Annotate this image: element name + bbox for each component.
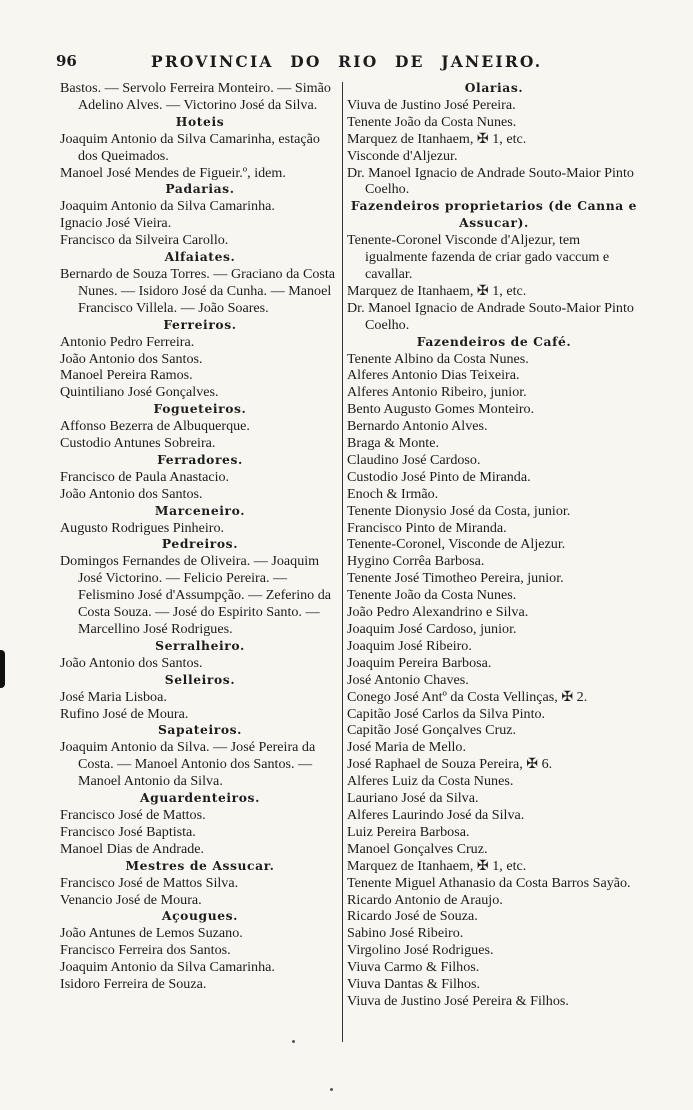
directory-entry: Manoel Pereira Ramos. [60, 367, 193, 384]
directory-entry: Manoel Gonçalves Cruz. [347, 840, 488, 857]
directory-entry: Alferes Laurindo José da Silva. [347, 806, 525, 823]
directory-entry: José Maria Lisboa. [60, 688, 167, 705]
directory-entry: Sabino José Ribeiro. [347, 925, 464, 942]
directory-entry: Alferes Antonio Ribeiro, junior. [347, 384, 527, 401]
page-header [56, 52, 626, 76]
directory-entry: Capitão José Gonçalves Cruz. [347, 722, 517, 739]
directory-entry: Francisco Pinto de Miranda. [347, 519, 507, 536]
directory-entry: Antonio Pedro Ferreira. [60, 333, 195, 350]
section-heading: Pedreiros. [161, 536, 239, 552]
section-heading: Ferradores. [157, 451, 243, 467]
directory-entry: Alferes Antonio Dias Teixeira. [347, 367, 520, 384]
directory-entry: Hygino Corrêa Barbosa. [347, 553, 485, 570]
directory-entry: Francisco José Baptista. [60, 823, 196, 840]
directory-entry: Custodio Antunes Sobreira. [60, 435, 216, 452]
section-heading: Aguardenteiros. [140, 790, 260, 806]
ink-speck [292, 1040, 295, 1043]
directory-entry: Francisco José de Mattos Silva. [60, 874, 239, 891]
directory-entry: Virgolino José Rodrigues. [347, 942, 494, 959]
right-column [347, 80, 641, 1010]
directory-entry: Joaquim Antonio da Silva Camarinha, estação dos Queimados. [60, 130, 320, 164]
section-heading: Padarias. [165, 181, 235, 197]
directory-entry: Joaquim Antonio da Silva Camarinha. [60, 959, 275, 976]
directory-entry: Braga & Monte. [347, 435, 439, 452]
section-heading: Sapateiros. [157, 722, 243, 738]
directory-entry: Joaquim Pereira Barbosa. [347, 654, 492, 671]
directory-entry: Quintiliano José Gonçalves. [60, 384, 219, 401]
directory-entry: Viuva de Justino José Pereira & Filhos. [347, 992, 569, 1009]
directory-entry: Francisco José de Mattos. [60, 806, 206, 823]
directory-entry: Joaquim José Ribeiro. [347, 637, 472, 654]
directory-entry: Domingos Fernandes de Oliveira. — Joaquim José Victorino. — Felicio Pereira. — Felismino José d'Assumpção. — Zeferino da Costa Souza. — José do Espirito Santo. — Marcellino José Rodrigues. [60, 553, 332, 637]
directory-entry: Bento Augusto Gomes Monteiro. [347, 401, 535, 418]
directory-entry: Ricardo Antonio de Araujo. [347, 891, 503, 908]
section-heading: Marceneiro. [154, 502, 246, 518]
section-heading: Mestres de Assucar. [125, 857, 275, 873]
directory-entry: João Antonio dos Santos. [60, 485, 203, 502]
section-heading: Hoteis [175, 113, 225, 129]
directory-entry: Tenente-Coronel Visconde d'Aljezur, tem igualmente fazenda de criar gado vaccum e cavallar. [347, 232, 610, 282]
directory-entry: Tenente José Timotheo Pereira, junior. [347, 570, 564, 587]
directory-entry: Bernardo Antonio Alves. [347, 418, 488, 435]
directory-entry: Alferes Luiz da Costa Nunes. [347, 773, 514, 790]
ink-speck [330, 1088, 333, 1091]
directory-entry: Francisco de Paula Anastacio. [60, 468, 230, 485]
section-heading: Fazendeiros proprietarios (de Canna e Assucar). [350, 198, 638, 231]
directory-entry: Francisco Ferreira dos Santos. [60, 942, 231, 959]
directory-entry: Claudino José Cardoso. [347, 451, 481, 468]
section-heading: Fogueteiros. [153, 401, 247, 417]
directory-entry: Joaquim Antonio da Silva. — José Pereira da Costa. — Manoel Antonio dos Santos. — Manoel Antonio da Silva. [60, 739, 316, 790]
directory-entry: Tenente João da Costa Nunes. [347, 587, 517, 604]
directory-entry: Joaquim José Cardoso, junior. [347, 621, 517, 637]
directory-entry: José Antonio Chaves. [347, 671, 469, 688]
directory-entry: Marquez de Itanhaem, ✠ 1, etc. [347, 282, 527, 299]
page-number: 96 [56, 52, 77, 70]
directory-entry: Augusto Rodrigues Pinheiro. [60, 519, 225, 536]
directory-entry: José Maria de Mello. [347, 739, 466, 756]
running-title: PROVINCIA DO RIO DE JANEIRO. [151, 52, 543, 71]
directory-entry: Rufino José de Moura. [60, 705, 189, 722]
directory-entry: Viuva de Justino José Pereira. [347, 96, 516, 113]
directory-entry: Tenente Albino da Costa Nunes. [347, 350, 529, 367]
directory-entry: Viuva Carmo & Filhos. [347, 959, 480, 976]
directory-entry: Ignacio José Vieira. [60, 215, 172, 232]
directory-entry: Viuva Dantas & Filhos. [347, 976, 481, 993]
directory-entry: Tenente Miguel Athanasio da Costa Barros Sayão. [347, 874, 631, 891]
directory-entry: Marquez de Itanhaem, ✠ 1, etc. [347, 130, 527, 147]
directory-entry: João Antonio dos Santos. [60, 654, 203, 671]
directory-entry: Conego José Antº da Costa Vellinças, ✠ 2. [347, 688, 588, 705]
directory-entry: José Raphael de Souza Pereira, ✠ 6. [347, 756, 553, 773]
section-heading: Fazendeiros de Café. [416, 333, 572, 349]
directory-entry: Manoel Dias de Andrade. [60, 840, 205, 857]
directory-entry: Tenente-Coronel, Visconde de Aljezur. [347, 536, 566, 553]
directory-entry: Tenente João da Costa Nunes. [347, 113, 517, 130]
directory-entry: João Antonio dos Santos. [60, 350, 203, 367]
directory-entry: Venancio José de Moura. [60, 891, 202, 908]
directory-entry: Dr. Manoel Ignacio de Andrade Souto-Maior Pinto Coelho. [347, 164, 634, 198]
directory-entry: Visconde d'Aljezur. [347, 147, 458, 164]
section-heading: Alfaiates. [164, 249, 236, 265]
page-edge-smudge [0, 650, 5, 688]
directory-entry: Manoel José Mendes de Figueir.º, idem. [60, 164, 286, 181]
directory-entry: Capitão José Carlos da Silva Pinto. [347, 705, 546, 722]
section-heading: Ferreiros. [163, 316, 237, 332]
directory-entry: Francisco da Silveira Carollo. [60, 232, 229, 249]
directory-entry: Ricardo José de Souza. [347, 908, 478, 925]
directory-entry: Bernardo de Souza Torres. — Graciano da Costa Nunes. — Isidoro José da Cunha. — Manoel Francisco Villela. — João Soares. [60, 265, 336, 316]
directory-entry: Affonso Bezerra de Albuquerque. [60, 418, 250, 435]
directory-entry: Isidoro Ferreira de Souza. [60, 976, 207, 993]
directory-entry: Dr. Manoel Ignacio de Andrade Souto-Maior Pinto Coelho. [347, 299, 634, 333]
directory-entry: Custodio José Pinto de Miranda. [347, 468, 531, 485]
section-heading: Serralheiro. [155, 637, 245, 653]
column-divider [342, 82, 343, 1042]
section-heading: Olarias. [464, 80, 524, 95]
section-heading: Açougues. [161, 908, 239, 924]
directory-entry: João Antunes de Lemos Suzano. [60, 925, 243, 942]
directory-entry: Luiz Pereira Barbosa. [347, 823, 470, 840]
left-column [60, 80, 340, 993]
directory-entry: João Pedro Alexandrino e Silva. [347, 604, 529, 621]
section-heading: Selleiros. [164, 671, 236, 687]
directory-entry: Bastos. — Servolo Ferreira Monteiro. — Simão Adelino Alves. — Victorino José da Silva. [60, 80, 331, 113]
directory-entry: Lauriano José da Silva. [347, 790, 479, 807]
directory-entry: Enoch & Irmão. [347, 485, 439, 502]
directory-entry: Marquez de Itanhaem, ✠ 1, etc. [347, 857, 527, 874]
directory-entry: Joaquim Antonio da Silva Camarinha. [60, 198, 275, 215]
directory-entry: Tenente Dionysio José da Costa, junior. [347, 502, 571, 519]
